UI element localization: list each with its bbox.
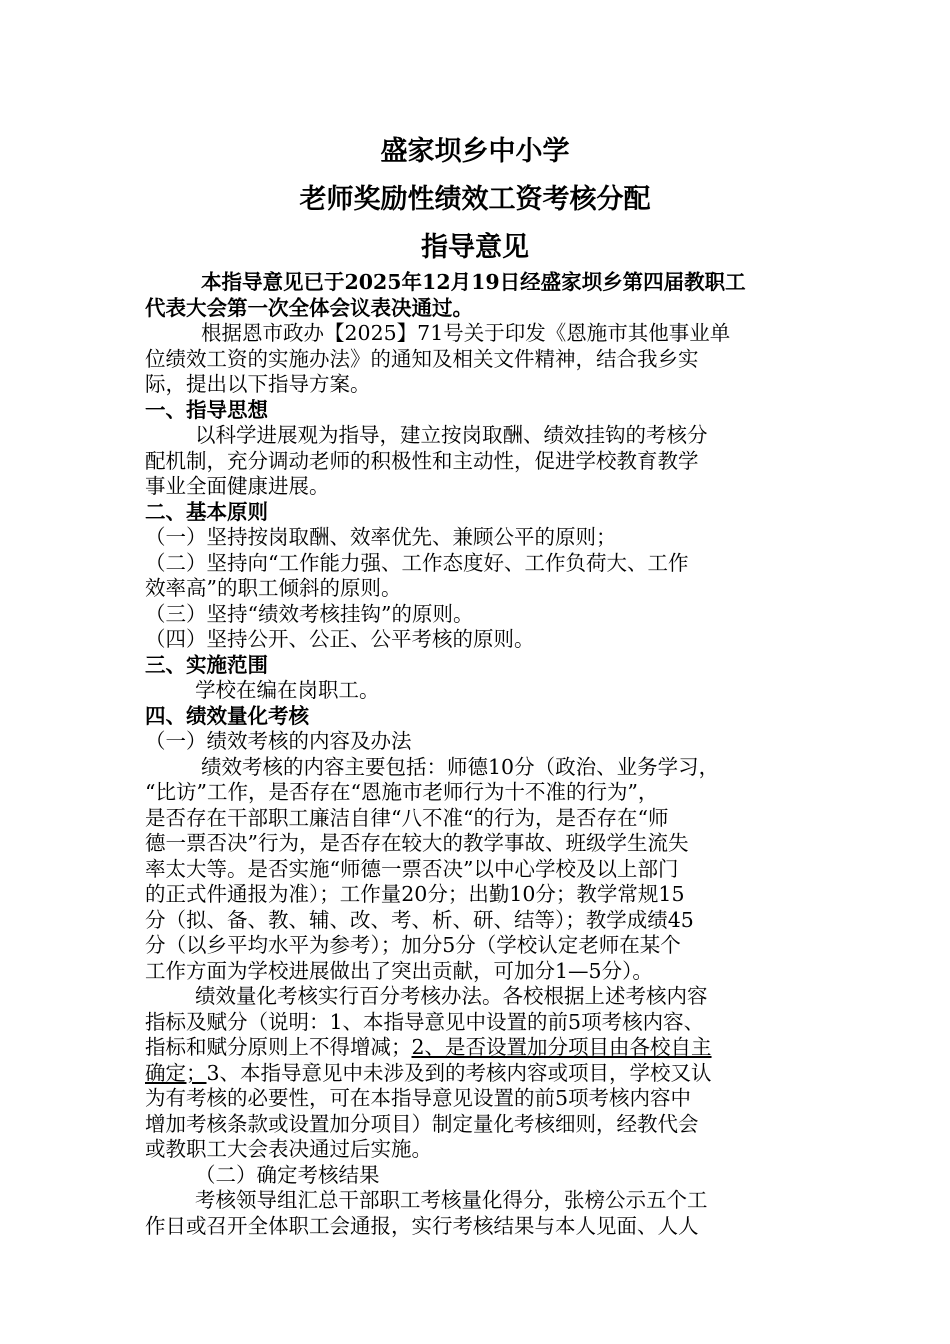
title-line-2: 老师奖励性绩效工资考核分配 [299, 184, 651, 215]
paragraph-line: 率太大等。是否实施“师德一票否决”以中心学校及以上部门 [145, 856, 679, 881]
subsection-heading: （二）确定考核结果 [195, 1162, 380, 1187]
principle-item: （四）坚持公开、公正、公平考核的原则。 [145, 627, 535, 651]
text-segment: 指标和赋分原则上不得增减； [145, 1035, 412, 1059]
underlined-text: 确定； [145, 1060, 207, 1085]
paragraph-line: 分（拟、备、教、辅、改、考、析、研、结等）；教学成绩45 [145, 907, 694, 932]
paragraph-line: 根据恩市政办【2025】71号关于印发《恩施市其他事业单 [201, 321, 731, 345]
paragraph-line: 位绩效工资的实施办法》的通知及相关文件精神，结合我乡实 [145, 346, 699, 371]
subsection-heading: （一）绩效考核的内容及办法 [145, 729, 412, 753]
section-heading: 一、指导思想 [145, 397, 268, 422]
text-segment: 3、本指导意见中未涉及到的考核内容或项目，学校又认 [206, 1060, 712, 1085]
approval-note: 代表大会第一次全体会议表决通过。 [145, 295, 473, 320]
principle-item: （一）坚持按岗取酬、效率优先、兼顾公平的原则； [145, 525, 617, 549]
paragraph-line: 的正式件通报为准）；工作量20分；出勤10分；教学常规15 [145, 882, 685, 906]
underlined-text: 2、是否设置加分项目由各校自主 [411, 1035, 712, 1059]
section-heading: 三、实施范围 [145, 652, 268, 677]
paragraph-line: 考核领导组汇总干部职工考核量化得分，张榜公示五个工 [195, 1188, 708, 1212]
title-line-3: 指导意见 [421, 232, 529, 263]
paragraph-line: 德一票否决”行为，是否存在较大的教学事故、班级学生流失 [145, 831, 689, 855]
paragraph-line: 绩效考核的内容主要包括：师德10分（政治、业务学习， [201, 754, 720, 779]
paragraph-line: 增加考核条款或设置加分项目）制定量化考核细则，经教代会 [145, 1111, 699, 1136]
paragraph-line: 事业全面健康进展。 [145, 474, 330, 498]
paragraph-line: 作日或召开全体职工会通报，实行考核结果与本人见面、人人 [145, 1213, 699, 1238]
paragraph-line: 以科学进展观为指导，建立按岗取酬、绩效挂钩的考核分 [195, 423, 708, 447]
principle-item: （二）坚持向“工作能力强、工作态度好、工作负荷大、工作 [145, 550, 689, 575]
paragraph-line: 际，提出以下指导方案。 [145, 372, 371, 396]
title-line-1: 盛家坝乡中小学 [380, 136, 570, 167]
paragraph-line [145, 1035, 813, 1061]
section-heading: 二、基本原则 [145, 499, 268, 524]
paragraph-line: 学校在编在岗职工。 [195, 678, 380, 702]
paragraph-line: 指标及赋分（说明：1、本指导意见中设置的前5项考核内容、 [145, 1009, 705, 1034]
paragraph-line: 工作方面为学校进展做出了突出贡献，可加分1—5分）。 [145, 958, 653, 983]
section-heading: 四、绩效量化考核 [145, 703, 309, 728]
document-body [145, 270, 813, 1239]
paragraph-line: 分（以乡平均水平为参考）；加分5分（学校认定老师在某个 [145, 933, 681, 957]
principle-item: 效率高”的职工倾斜的原则。 [145, 576, 402, 600]
paragraph-line: 或教职工大会表决通过后实施。 [145, 1137, 432, 1161]
approval-note: 本指导意见已于2025年12月19日经盛家坝乡第四届教职工 [201, 270, 746, 294]
principle-item: （三）坚持“绩效考核挂钩”的原则。 [145, 601, 474, 626]
paragraph-line: 配机制，充分调动老师的积极性和主动性，促进学校教育教学 [145, 448, 699, 473]
paragraph-line: “比访”工作，是否存在“恩施市老师行为十不准的行为”， [145, 780, 659, 804]
paragraph-line: 绩效量化考核实行百分考核办法。各校根据上述考核内容 [195, 984, 708, 1008]
paragraph-line [145, 1061, 813, 1087]
paragraph-line: 为有考核的必要性，可在本指导意见设置的前5项考核内容中 [145, 1086, 692, 1110]
paragraph-line: 是否存在干部职工廉洁自律“八不准“的行为，是否存在“师 [145, 805, 669, 830]
